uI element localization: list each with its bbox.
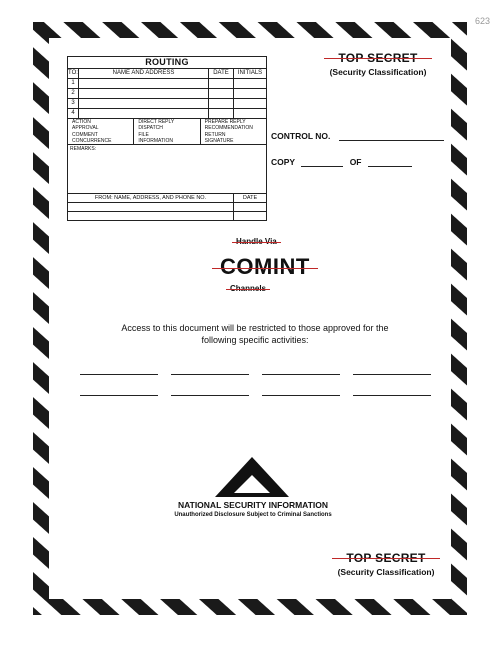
copy-label: COPY xyxy=(271,157,295,167)
activity-line xyxy=(171,374,249,375)
top-classification xyxy=(318,49,438,77)
remarks-label: REMARKS: xyxy=(70,146,97,153)
routing-row xyxy=(68,89,266,99)
action-item: DIRECT REPLY xyxy=(138,119,175,125)
of-label: OF xyxy=(349,157,362,167)
action-item: FILE xyxy=(138,131,149,138)
control-label: CONTROL NO. xyxy=(271,131,331,141)
activity-line xyxy=(262,374,340,375)
handle-via xyxy=(232,237,281,246)
routing-row xyxy=(68,79,266,89)
handle-via-text: Handle Via xyxy=(236,237,277,246)
row-number: 4 xyxy=(68,109,79,118)
routing-row xyxy=(68,109,266,119)
classification-caption: (Security Classification) xyxy=(329,67,427,77)
routing-row xyxy=(68,99,266,109)
action-item: COMMENT xyxy=(72,131,98,138)
channels-text: Channels xyxy=(230,284,267,293)
page-number: 623 xyxy=(474,16,490,26)
date-header: DATE xyxy=(209,69,234,78)
activity-line xyxy=(80,395,158,396)
row-number: 2 xyxy=(68,89,79,98)
control-number xyxy=(271,131,444,141)
to-header: TO: xyxy=(68,70,78,76)
action-column xyxy=(201,119,266,144)
triangle-logo xyxy=(212,455,292,499)
action-item: DISPATCH xyxy=(138,125,163,132)
comint-text: COMINT xyxy=(220,254,310,279)
action-column xyxy=(134,119,200,144)
from-label: FROM: NAME, ADDRESS, AND PHONE NO. xyxy=(68,194,234,202)
from-date-label: DATE xyxy=(242,195,258,202)
row-number: 1 xyxy=(68,79,79,88)
activity-line xyxy=(80,374,158,375)
action-item: INFORMATION xyxy=(138,137,173,144)
strike-line xyxy=(232,242,281,243)
control-number-line xyxy=(339,140,444,141)
routing-slip xyxy=(67,56,267,221)
activity-line xyxy=(353,374,431,375)
nsi-title: NATIONAL SECURITY INFORMATION xyxy=(177,500,328,510)
comint-caveat xyxy=(212,254,318,280)
action-item: SIGNATURE xyxy=(204,137,234,144)
action-item: APPROVAL xyxy=(72,125,99,132)
activity-line xyxy=(262,395,340,396)
name-address-header: NAME AND ADDRESS xyxy=(79,69,209,78)
routing-header-row xyxy=(68,69,266,79)
classification-caption: (Security Classification) xyxy=(337,567,435,577)
initials-header: INITIALS xyxy=(237,70,263,76)
action-item: PREPARE REPLY xyxy=(204,119,246,125)
action-item: CONCURRENCE xyxy=(72,137,112,144)
routing-actions xyxy=(68,119,266,145)
strike-line xyxy=(226,289,270,290)
from-blank-row xyxy=(68,203,266,212)
copy-of xyxy=(271,157,412,167)
from-header-row xyxy=(68,194,266,203)
from-blank-row xyxy=(68,212,266,220)
action-item: RETURN xyxy=(204,131,226,138)
activity-line xyxy=(353,395,431,396)
activity-line xyxy=(171,395,249,396)
classification-level: TOP SECRET xyxy=(332,551,439,565)
action-column xyxy=(68,119,134,144)
row-number: 3 xyxy=(68,99,79,108)
strike-line xyxy=(212,268,318,269)
action-item: RECOMMENDATION xyxy=(204,125,253,132)
classification-level: TOP SECRET xyxy=(324,51,431,65)
copy-line xyxy=(301,166,343,167)
of-line xyxy=(368,166,412,167)
nsi-subtitle: Unauthorized Disclosure Subject to Criminal Sanctions xyxy=(174,512,332,518)
access-statement: Access to this document will be restricted to those approved for the following specific activities: xyxy=(121,323,389,345)
channels xyxy=(226,284,270,293)
action-item: ACTION xyxy=(72,119,91,125)
remarks-box xyxy=(68,145,266,194)
routing-title: ROUTING xyxy=(68,57,266,69)
bottom-classification xyxy=(326,549,446,577)
